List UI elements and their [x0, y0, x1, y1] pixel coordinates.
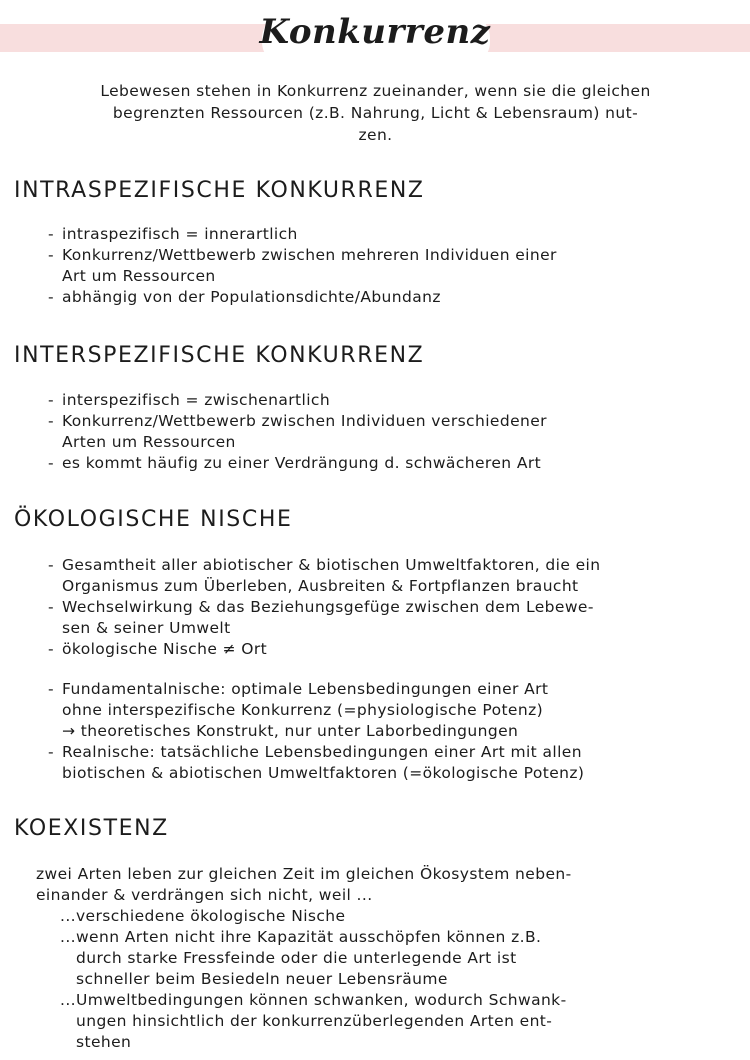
list-item: - Gesamtheit aller abiotischer & biotischen Umweltfaktoren, die ein Organismus zum Überleben, Ausbreiten & Fortpflanzen braucht — [48, 555, 600, 597]
intro-line: zen. — [358, 126, 393, 144]
list-item: - interspezifisch = zwischenartlich — [48, 390, 547, 411]
heading-koexistenz: KOEXISTENZ — [14, 816, 169, 841]
heading-oekologische-nische: ÖKOLOGISCHE NISCHE — [14, 507, 293, 532]
list-item: - Wechselwirkung & das Beziehungsgefüge zwischen dem Lebewe- sen & seiner Umwelt — [48, 597, 600, 639]
reason-line: ...wenn Arten nicht ihre Kapazität ausschöpfen können z.B. — [60, 928, 542, 946]
reason-line: ...Umweltbedingungen können schwanken, wodurch Schwank- — [60, 991, 567, 1009]
list-item: - es kommt häufig zu einer Verdrängung d. schwächeren Art — [48, 453, 547, 474]
paragraph-line: einander & verdrängen sich nicht, weil ... — [36, 886, 373, 904]
heading-interspezifisch: INTERSPEZIFISCHE KONKURRENZ — [14, 343, 425, 368]
list-item: - Konkurrenz/Wettbewerb zwischen Individuen verschiedener Arten um Ressourcen — [48, 411, 547, 453]
page-title: Konkurrenz — [259, 12, 491, 52]
list-item: - Fundamentalnische: optimale Lebensbedingungen einer Art ohne interspezifische Konkurrenz (=physiologische Potenz) → theoretisches Konstrukt, nur unter Laborbedingungen — [48, 679, 584, 742]
intro-line: begrenzten Ressourcen (z.B. Nahrung, Licht & Lebensraum) nut- — [112, 104, 639, 122]
reason-line: ungen hinsichtlich der konkurrenzüberlegenden Arten ent- — [76, 1012, 553, 1030]
list-item: - Konkurrenz/Wettbewerb zwischen mehreren Individuen einer Art um Ressourcen — [48, 245, 557, 287]
reason-line: durch starke Fressfeinde oder die unterlegende Art ist — [76, 949, 517, 967]
nische-list — [48, 555, 600, 660]
inter-list — [48, 390, 547, 474]
reason-line: schneller beim Besiedeln neuer Lebensräume — [76, 970, 448, 988]
intra-list — [48, 224, 557, 308]
intro-paragraph — [18, 80, 733, 146]
koexistenz-paragraph — [36, 864, 572, 906]
reason-line: ...verschiedene ökologische Nische — [60, 907, 346, 925]
list-item: - abhängig von der Populationsdichte/Abundanz — [48, 287, 557, 308]
reason-line: stehen — [76, 1033, 132, 1051]
intro-line: Lebewesen stehen in Konkurrenz zueinander, wenn sie die gleichen — [100, 82, 651, 100]
paragraph-line: zwei Arten leben zur gleichen Zeit im gleichen Ökosystem neben- — [36, 865, 572, 883]
list-item: - intraspezifisch = innerartlich — [48, 224, 557, 245]
list-item: - Realnische: tatsächliche Lebensbedingungen einer Art mit allen biotischen & abiotischen Umweltfaktoren (=ökologische Potenz) — [48, 742, 584, 784]
nische-types-list — [48, 679, 584, 784]
list-item: - ökologische Nische ≠ Ort — [48, 639, 600, 660]
koexistenz-reasons — [60, 906, 567, 1053]
heading-intraspezifisch: INTRASPEZIFISCHE KONKURRENZ — [14, 178, 425, 203]
